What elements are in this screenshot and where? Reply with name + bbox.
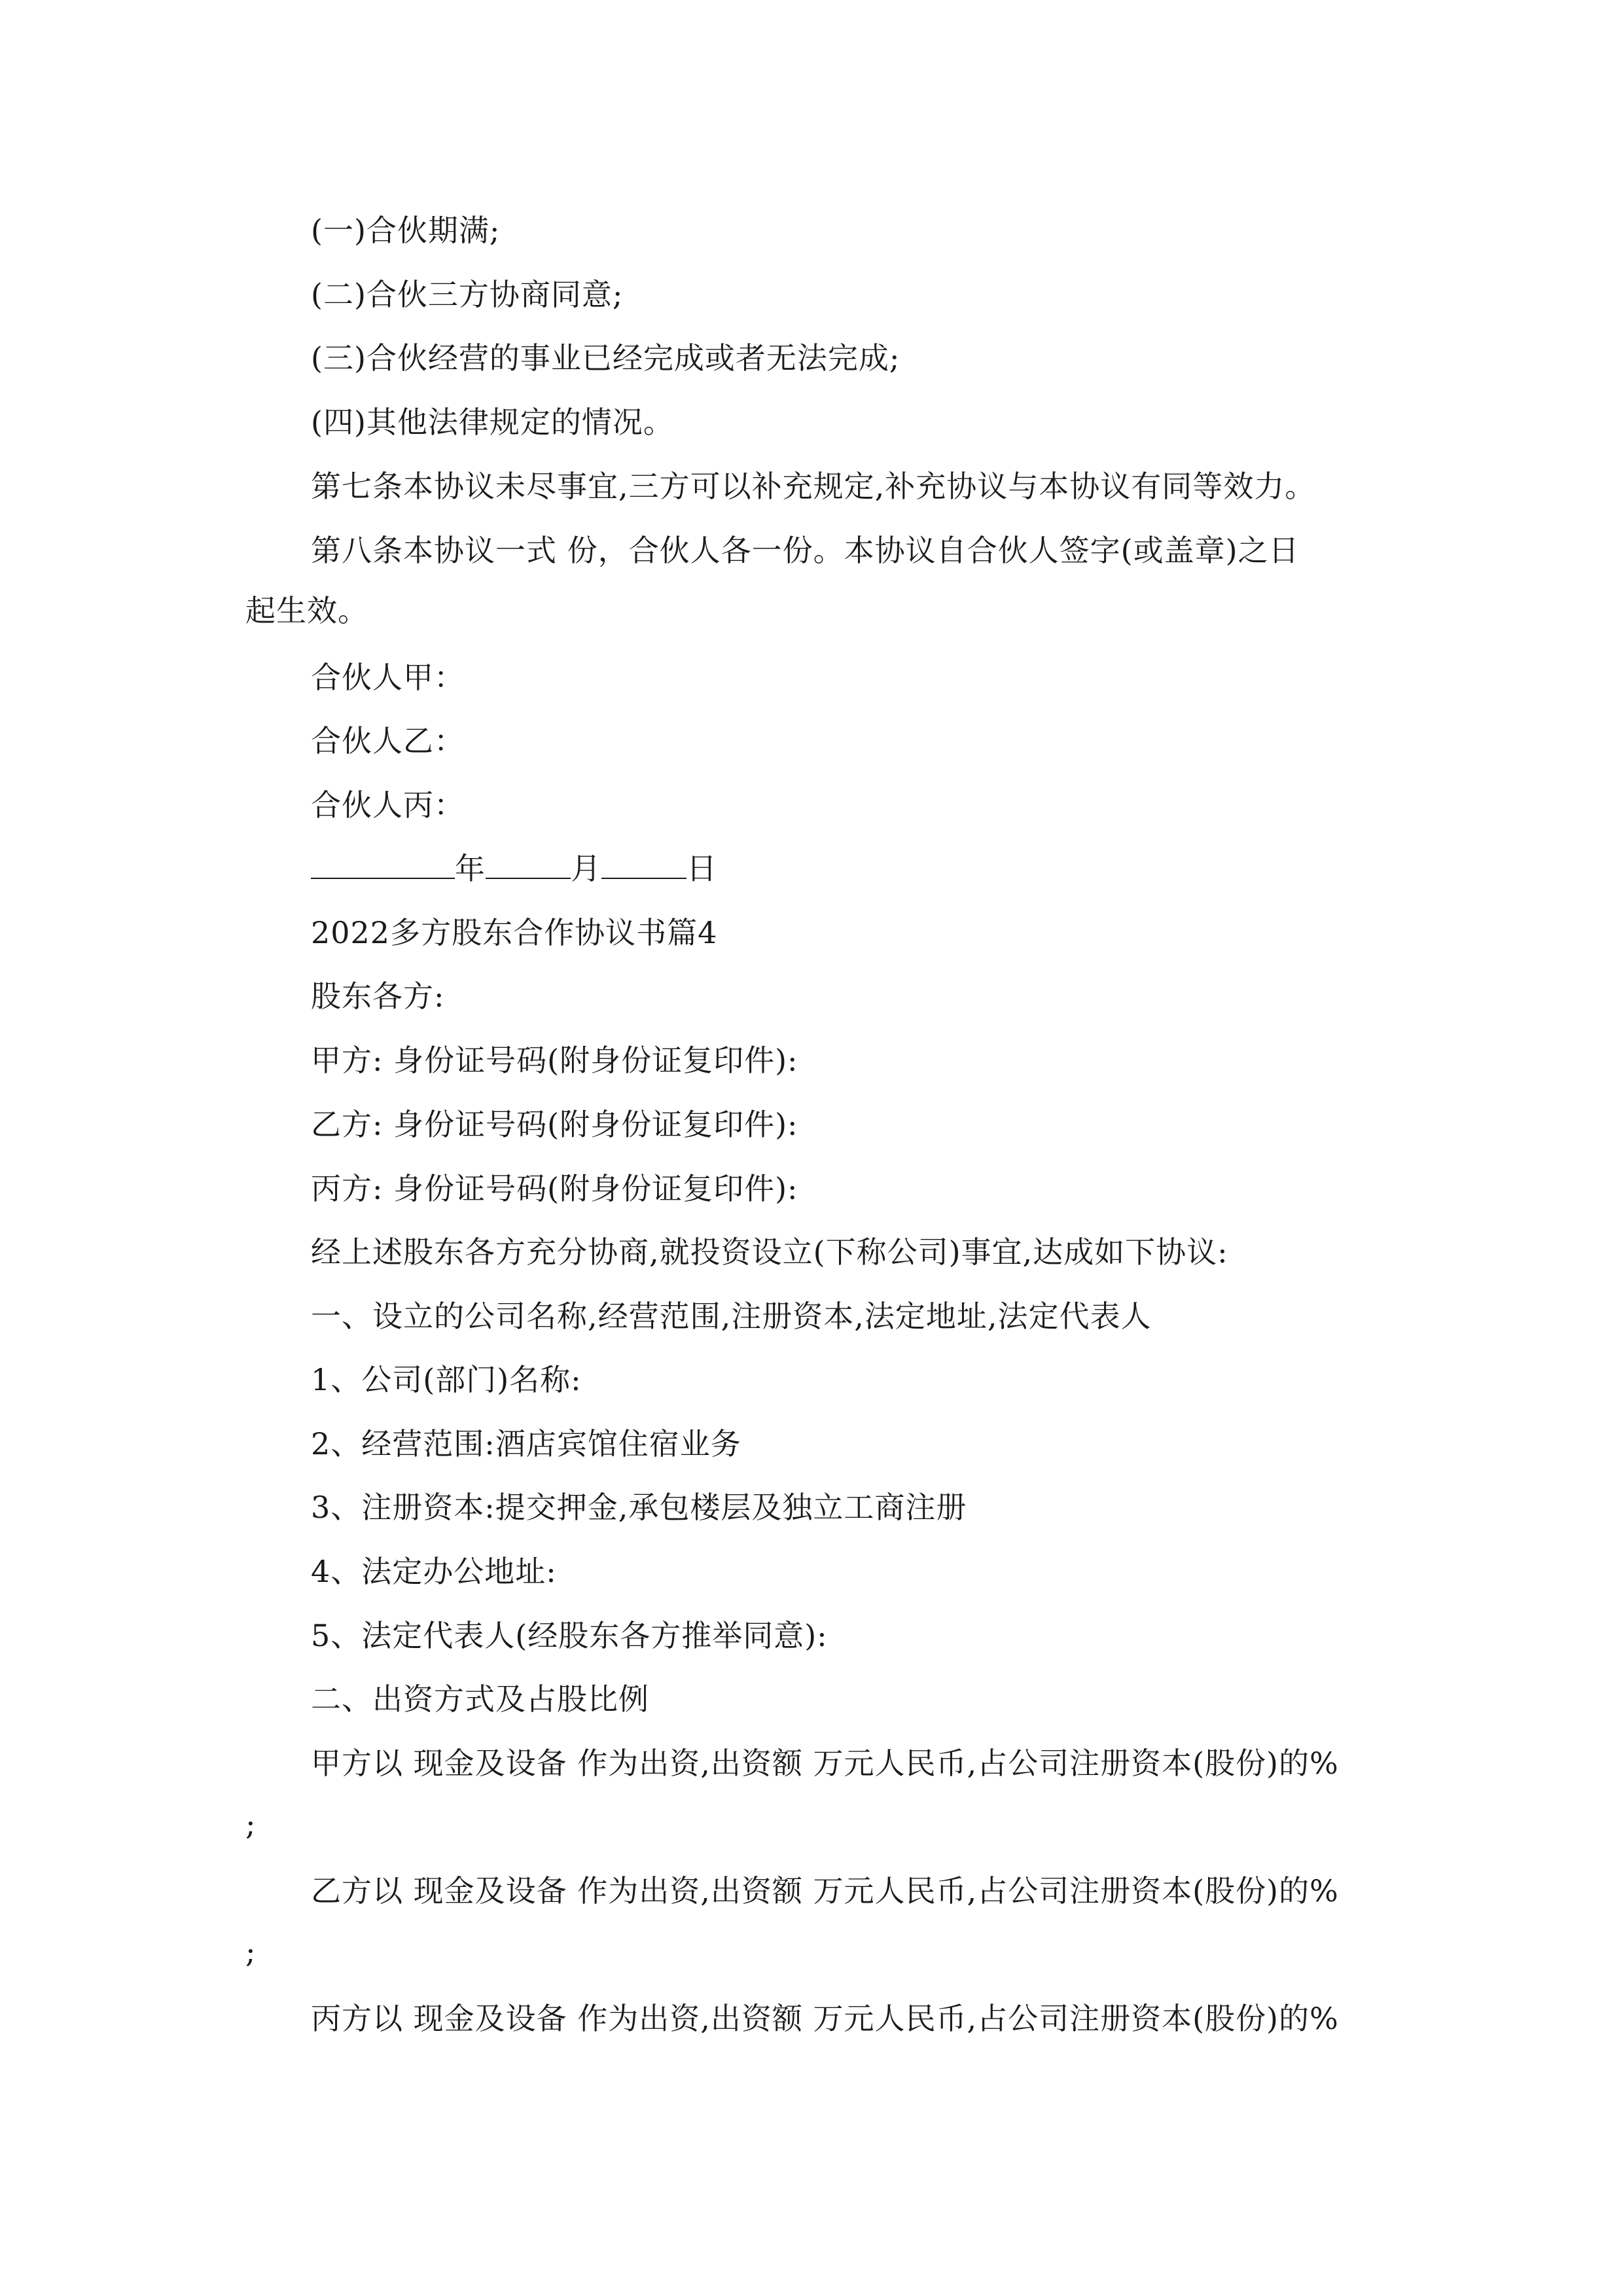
body-line: 二、出资方式及占股比例 (311, 1681, 649, 1717)
body-line: 2、经营范围:酒店宾馆住宿业务 (311, 1426, 741, 1462)
body-line: 乙方以 现金及设备 作为出资,出资额 万元人民币,占公司注册资本(股份)的% (311, 1873, 1339, 1909)
clause-text: (二)合伙三方协商同意; (311, 277, 624, 312)
month-label: 月 (571, 851, 601, 886)
article-8: 第八条本协议一式 份，合伙人各一份。本协议自合伙人签字(或盖章)之日 (311, 533, 1300, 568)
clause-text: (一)合伙期满; (311, 213, 501, 248)
body-line: 4、法定办公地址: (311, 1554, 557, 1589)
body-line: 丙方: 身份证号码(附身份证复印件): (311, 1171, 798, 1206)
body-line: ; (245, 1806, 257, 1842)
body-line: 甲方: 身份证号码(附身份证复印件): (311, 1043, 798, 1078)
date-line (311, 849, 717, 888)
clause-text: (三)合伙经营的事业已经完成或者无法完成; (311, 340, 901, 376)
body-line: 经上述股东各方充分协商,就投资设立(下称公司)事宜,达成如下协议: (311, 1234, 1228, 1270)
section-title: 2022多方股东合作协议书篇4 (311, 915, 718, 950)
body-line: 乙方: 身份证号码(附身份证复印件): (311, 1107, 798, 1142)
body-line: 3、注册资本:提交押金,承包楼层及独立工商注册 (311, 1490, 967, 1525)
body-line: 甲方以 现金及设备 作为出资,出资额 万元人民币,占公司注册资本(股份)的% (311, 1746, 1339, 1781)
day-label: 日 (687, 851, 717, 886)
signature-partner-c: 合伙人丙： (311, 787, 465, 823)
body-line: 一、设立的公司名称,经营范围,注册资本,法定地址,法定代表人 (311, 1299, 1152, 1334)
body-line: ; (245, 1934, 257, 1969)
clause-text: (四)其他法律规定的情况。 (311, 404, 674, 440)
year-blank (311, 849, 455, 879)
body-line: 5、法定代表人(经股东各方推举同意): (311, 1618, 828, 1653)
signature-partner-a: 合伙人甲： (311, 660, 465, 695)
body-line: 股东各方: (311, 978, 445, 1014)
year-label: 年 (455, 851, 486, 886)
body-line: 丙方以 现金及设备 作为出资,出资额 万元人民币,占公司注册资本(股份)的% (311, 2001, 1339, 2036)
month-blank (486, 849, 571, 879)
day-blank (601, 849, 687, 879)
article-8-continued: 起生效。 (245, 593, 368, 628)
signature-partner-b: 合伙人乙： (311, 723, 465, 759)
article-7: 第七条本协议未尽事宜,三方可以补充规定,补充协议与本协议有同等效力。 (311, 469, 1316, 504)
body-line: 1、公司(部门)名称: (311, 1362, 582, 1397)
